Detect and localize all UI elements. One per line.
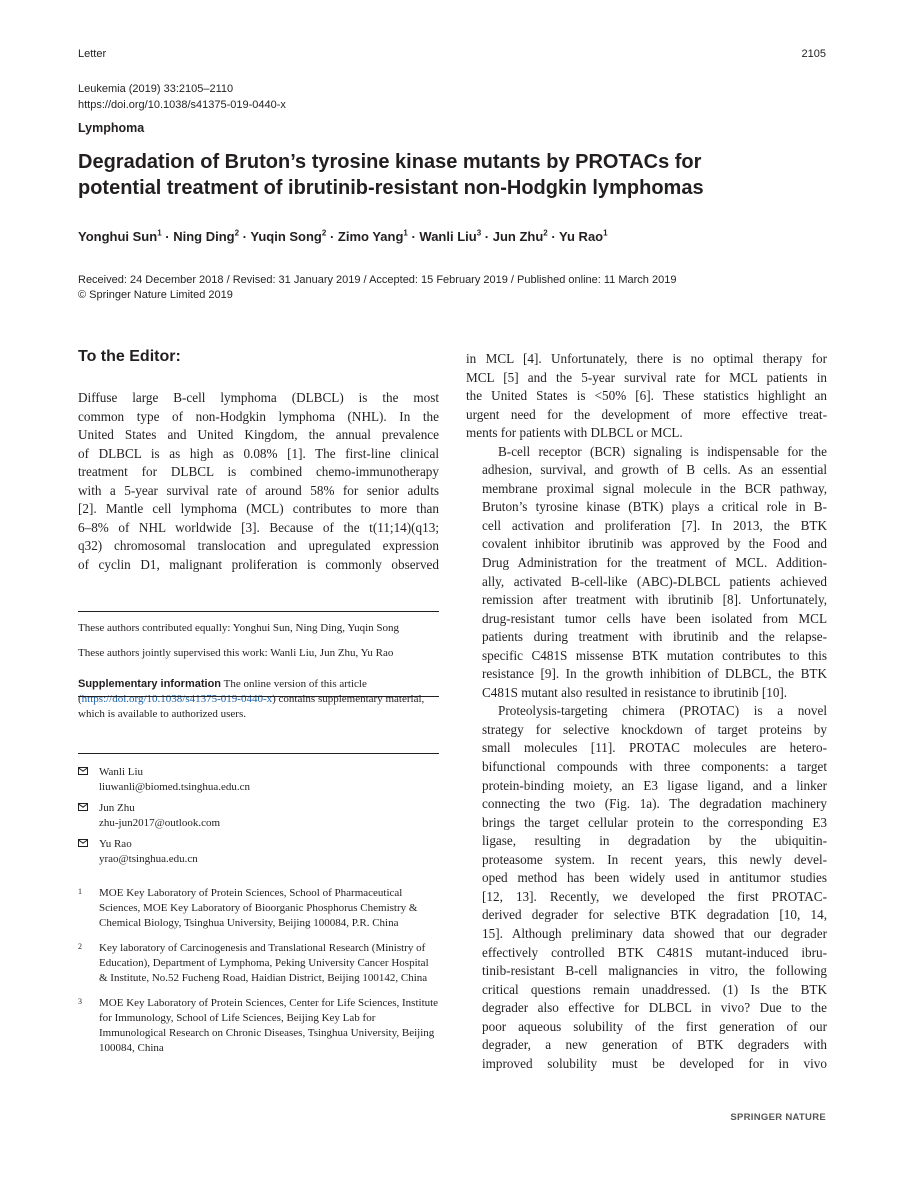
author-separator: · bbox=[326, 229, 338, 245]
affiliation-entry bbox=[78, 941, 439, 986]
text-line: treatment for DLBCL is combined chemo-immunotherapy bbox=[78, 464, 439, 480]
envelope-icon bbox=[78, 767, 88, 775]
text-line: covalent inhibitor ibrutinib was approved by the Food and bbox=[482, 536, 827, 552]
right-paragraph-2 bbox=[466, 443, 827, 703]
text-line: degrader also effective for DLBCL in vivo? Due to the bbox=[482, 1000, 827, 1016]
text-line: tinib-resistant B-cell malignancies in vitro, the following bbox=[482, 963, 827, 979]
contacts-rule bbox=[78, 753, 439, 754]
contact-email[interactable]: zhu-jun2017@outlook.com bbox=[99, 817, 221, 829]
text-line: membrane proximal signal molecule in the BCR pathway, bbox=[482, 480, 827, 496]
envelope-icon bbox=[78, 803, 88, 811]
affiliation-text: MOE Key Laboratory of Protein Sciences, Center for Life Sciences, Institute for Immunology, School of Life Sciences, Beijing Key Lab for Immunological Research on Chronic Diseases, Tsinghua University, Beijing 100084, China bbox=[99, 997, 439, 1054]
right-paragraph-3 bbox=[466, 702, 827, 1073]
right-paragraph-1 bbox=[466, 350, 827, 443]
text-line: ments for patients with DLBCL or MCL. bbox=[466, 425, 683, 441]
section-label: Lymphoma bbox=[78, 121, 145, 135]
text-line: with a 5-year survival rate of around 58% for senior adults bbox=[78, 482, 439, 498]
text-line: of cyclin D1, malignant proliferation is commonly observed bbox=[78, 556, 439, 572]
author-name[interactable]: Jun Zhu$^2$ bbox=[492, 229, 548, 245]
article-title bbox=[78, 149, 838, 201]
author-affiliation-mark: 1 bbox=[603, 229, 608, 238]
text-line: resistance [9]. In the growth inhibition of DLBCL, the BTK bbox=[482, 666, 827, 682]
contact-entry bbox=[78, 837, 439, 867]
affiliation-entry bbox=[78, 886, 439, 931]
supplementary-text-a: The online version of this article ( bbox=[78, 678, 367, 705]
contact-name: Wanli Liu bbox=[99, 766, 144, 778]
citation bbox=[78, 81, 286, 113]
author-affiliation-mark: 2 bbox=[543, 229, 548, 238]
text-line: effectively controlled BTK C481S mutant-induced ibru- bbox=[482, 944, 827, 960]
history-dates: Received: 24 December 2018 / Revised: 31 January 2019 / Accepted: 15 February 2019 / Published online: 11 March 2019 bbox=[78, 274, 677, 286]
text-line: strategy for selective knockdown of target proteins by bbox=[482, 721, 827, 737]
text-line: Proteolysis-targeting chimera (PROTAC) is a novel bbox=[498, 703, 827, 719]
page-number: 2105 bbox=[801, 48, 826, 60]
affiliation-text: Key laboratory of Carcinogenesis and Translational Research (Ministry of Education), Department of Lymphoma, Peking University Cancer Hospital & Institute, No.52 Fucheng Road, Haidian District, Beijing 100142, China bbox=[99, 942, 429, 984]
contact-entry bbox=[78, 801, 439, 831]
affiliation-text: MOE Key Laboratory of Protein Sciences, School of Pharmaceutical Sciences, MOE Key Laboratory of Bioorganic Phosphorus Chemistry & Chemical Biology, Tsinghua University, Beijing 100084, P.R. China bbox=[99, 887, 418, 929]
author-name[interactable]: Zimo Yang$^1$ bbox=[337, 229, 408, 245]
text-line: patients during treatment with ibrutinib and the relapse- bbox=[482, 629, 827, 645]
text-line: improved solubility must be developed for in vivo bbox=[482, 1055, 827, 1071]
text-line: brings the target cellular protein to the corresponding E3 bbox=[482, 814, 827, 830]
text-line: in MCL [4]. Unfortunately, there is no optimal therapy for bbox=[466, 351, 827, 366]
text-line: of DLBCL is as high as 0.08% [1]. The first-line clinical bbox=[78, 445, 439, 461]
right-column-body bbox=[466, 350, 827, 1073]
author-separator: · bbox=[239, 229, 251, 245]
author-name[interactable]: Yu Rao$^1$ bbox=[559, 229, 608, 245]
envelope-icon bbox=[78, 839, 88, 847]
text-line: cell activation and proliferation [7]. In 2013, the BTK bbox=[482, 517, 827, 533]
text-line: q32) chromosomal translocation and upregulated expression bbox=[78, 538, 439, 554]
text-line: protein-binding moiety, an E3 ligase ligand, and a linker bbox=[482, 777, 827, 793]
contact-entry bbox=[78, 765, 439, 795]
text-line: B-cell receptor (BCR) signaling is indispensable for the bbox=[498, 443, 827, 459]
author-separator: · bbox=[407, 229, 420, 245]
editor-heading: To the Editor: bbox=[78, 348, 181, 365]
text-line: adhesion, survival, and growth of B cells. As an essential bbox=[482, 462, 827, 478]
supplementary-note bbox=[78, 677, 439, 722]
contact-email[interactable]: yrao@tsinghua.edu.cn bbox=[99, 853, 198, 865]
text-line: Drug Administration for the treatment of MCL. Addition- bbox=[482, 555, 827, 571]
author-separator: · bbox=[161, 229, 174, 245]
footnote-rule bbox=[78, 611, 439, 612]
footnotes bbox=[78, 621, 439, 732]
text-line: oped method has been widely used in antitumor studies bbox=[482, 870, 827, 886]
text-line: Diffuse large B-cell lymphoma (DLBCL) is the most bbox=[78, 390, 439, 405]
author-name[interactable]: Yonghui Sun$^1$ bbox=[78, 229, 162, 245]
author-separator: · bbox=[547, 229, 560, 245]
journal-citation: Leukemia (2019) 33:2105–2110 bbox=[78, 83, 234, 95]
affiliation-number: 3 bbox=[78, 997, 82, 1006]
text-line: proteasome system. In recent years, this newly devel- bbox=[482, 851, 827, 867]
text-line: connecting the two (Fig. 1a). The degradation machinery bbox=[482, 796, 827, 812]
contact-name: Yu Rao bbox=[99, 838, 132, 850]
article-dates bbox=[78, 273, 676, 303]
text-line: MCL [5] and the 5-year survival rate for MCL patients in bbox=[466, 369, 827, 385]
text-line: remission after treatment with ibrutinib [8]. Unfortunately, bbox=[482, 592, 827, 608]
author-separator: · bbox=[481, 229, 493, 245]
supplementary-link[interactable]: https://doi.org/10.1038/s41375-019-0440-x bbox=[81, 693, 273, 705]
text-line: [12, 13]. Recently, we developed the first PROTAC- bbox=[482, 888, 827, 904]
left-column-body bbox=[78, 389, 439, 574]
author-affiliation-mark: 2 bbox=[321, 229, 327, 238]
contact-name: Jun Zhu bbox=[99, 802, 135, 814]
text-line: degrader, a new generation of BTK degraders with bbox=[482, 1037, 827, 1053]
text-line: poor aqueous solubility of the first generation of our bbox=[482, 1018, 827, 1034]
affiliation-number: 2 bbox=[78, 942, 82, 951]
author-affiliation-mark: 2 bbox=[234, 229, 240, 238]
correspondence bbox=[78, 765, 439, 873]
supplementary-label: Supplementary information bbox=[78, 678, 222, 690]
affiliation-entry bbox=[78, 996, 439, 1056]
title-line-1: Degradation of Bruton’s tyrosine kinase mutants by PROTACs for bbox=[78, 151, 702, 173]
copyright: © Springer Nature Limited 2019 bbox=[78, 289, 233, 301]
title-line-2: potential treatment of ibrutinib-resistant non-Hodgkin lymphomas bbox=[78, 177, 704, 199]
author-affiliation-mark: 1 bbox=[157, 229, 162, 238]
text-line: 6–8% of NHL worldwide [3]. Because of the t(11;14)(q13; bbox=[78, 519, 439, 535]
running-head bbox=[78, 48, 826, 68]
text-line: common type of non-Hodgkin lymphoma (NHL). In the bbox=[78, 408, 439, 424]
running-head-label: Letter bbox=[78, 48, 107, 60]
author-name[interactable]: Ning Ding$^2$ bbox=[173, 229, 240, 245]
text-line: critical questions remain unaddressed. (1) Is the BTK bbox=[482, 981, 827, 997]
text-line: drug-resistant tumor cells have been isolated from MCL bbox=[482, 610, 827, 626]
text-line: [2]. Mantle cell lymphoma (MCL) contributes to more than bbox=[78, 501, 439, 517]
text-line: C481S mutant also resulted in resistance to ibrutinib [10]. bbox=[482, 684, 788, 700]
text-line: the United States is <50% [6]. These statistics highlight an bbox=[466, 388, 827, 404]
left-paragraph bbox=[78, 389, 439, 574]
text-line: ligase, resulting in degradation by the ubiquitin- bbox=[482, 833, 827, 849]
author-affiliation-mark: 1 bbox=[403, 229, 408, 238]
text-line: 15]. Although preliminary data showed that our degrader bbox=[482, 925, 827, 941]
affiliation-number: 1 bbox=[78, 887, 82, 896]
author-list bbox=[78, 229, 608, 244]
text-line: urgent need for the development of more effective treat- bbox=[466, 406, 827, 422]
supplementary-text-b: ) contains supplementary material, which is available to authorized users. bbox=[78, 693, 425, 720]
doi-link[interactable]: https://doi.org/10.1038/s41375-019-0440-x bbox=[78, 99, 286, 111]
text-line: small molecules [11]. PROTAC molecules are hetero- bbox=[482, 740, 827, 756]
publisher-logo: SPRINGER NATURE bbox=[730, 1112, 826, 1123]
supp-rule bbox=[78, 696, 439, 697]
text-line: Bruton’s tyrosine kinase (BTK) plays a critical role in B- bbox=[482, 499, 827, 515]
joint-supervision-note: These authors jointly supervised this work: Wanli Liu, Jun Zhu, Yu Rao bbox=[78, 647, 394, 659]
equal-contribution-note: These authors contributed equally: Yonghui Sun, Ning Ding, Yuqin Song bbox=[78, 622, 400, 634]
author-affiliation-mark: 3 bbox=[476, 229, 482, 238]
author-name[interactable]: Yuqin Song$^2$ bbox=[250, 229, 327, 245]
text-line: ally, activated B-cell-like (ABC)-DLBCL patients achieved bbox=[482, 573, 827, 589]
text-line: specific C481S missense BTK mutation contributes to this bbox=[482, 647, 827, 663]
text-line: derived degrader for selective BTK degradation [10, 14, bbox=[482, 907, 827, 923]
contact-email[interactable]: liuwanli@biomed.tsinghua.edu.cn bbox=[99, 781, 250, 793]
affiliations bbox=[78, 886, 439, 1066]
author-name[interactable]: Wanli Liu$^3$ bbox=[419, 229, 482, 245]
text-line: United States and United Kingdom, the annual prevalence bbox=[78, 427, 439, 443]
text-line: bifunctional compounds with three components: a target bbox=[482, 759, 827, 775]
